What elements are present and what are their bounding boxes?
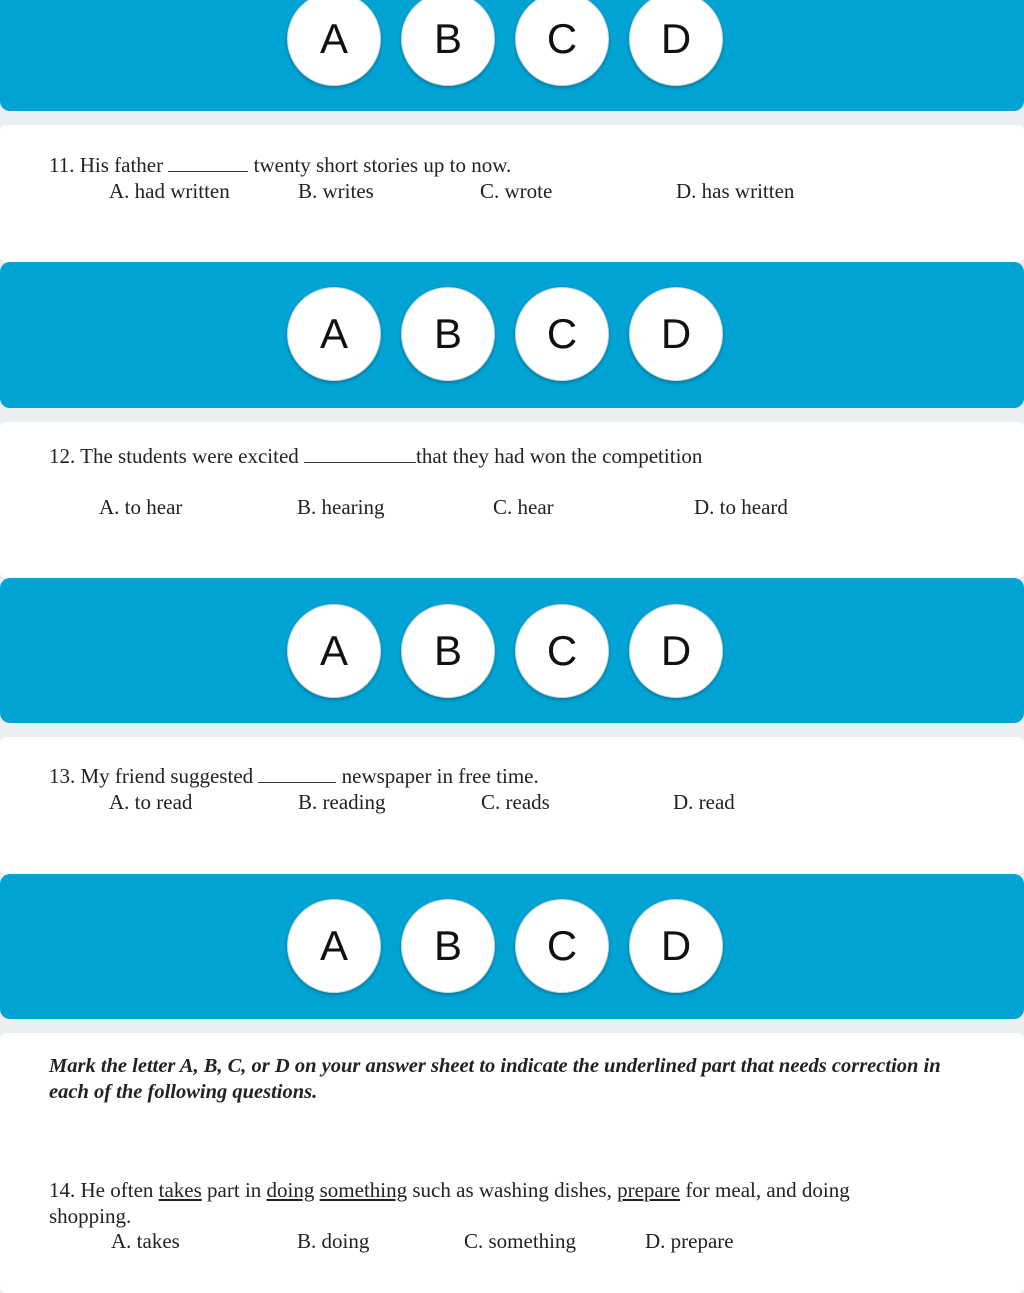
- choice-a-button[interactable]: A: [287, 287, 381, 381]
- answer-band-1: [0, 0, 1024, 111]
- question-12-text: 12. The students were excited that they had won the competition: [49, 444, 703, 468]
- option-c: C. something: [464, 1229, 577, 1253]
- option-b: B. writes: [298, 179, 374, 203]
- answer-blank: [304, 444, 416, 463]
- question-11-text: 11. His father twenty short stories up to now.: [49, 153, 512, 177]
- answer-band-3: [0, 578, 1024, 723]
- answer-band-4: [0, 874, 1024, 1019]
- option-d: D. has written: [676, 179, 795, 203]
- section-instruction: Mark the letter A, B, C, or D on your answer sheet to indicate the underlined part that needs correction in each of the following questions.: [49, 1055, 941, 1103]
- option-b: B. reading: [298, 790, 386, 814]
- choice-d-button[interactable]: D: [629, 604, 723, 698]
- choice-d-button[interactable]: D: [629, 899, 723, 993]
- option-c: C. hear: [493, 495, 554, 519]
- option-d: D. to heard: [694, 495, 788, 519]
- option-a: A. takes: [111, 1229, 180, 1253]
- underlined-part-c: something: [319, 1178, 408, 1202]
- answer-blank: [258, 764, 336, 783]
- choice-a-button[interactable]: A: [287, 0, 381, 86]
- option-a: A. to read: [109, 790, 193, 814]
- question-14-text: 14. He often takes part in doing something such as washing dishes, prepare for meal, and doing: [49, 1178, 850, 1202]
- choice-d-button[interactable]: D: [629, 0, 723, 86]
- option-d: D. read: [673, 790, 735, 814]
- choice-b-button[interactable]: B: [401, 899, 495, 993]
- choice-c-button[interactable]: C: [515, 287, 609, 381]
- option-a: A. to hear: [99, 495, 183, 519]
- underlined-part-a: takes: [158, 1178, 202, 1202]
- choice-b-button[interactable]: B: [401, 287, 495, 381]
- underlined-part-b: doing: [266, 1178, 315, 1202]
- answer-blank: [168, 153, 248, 172]
- option-d: D. prepare: [645, 1229, 734, 1253]
- option-c: C. reads: [481, 790, 550, 814]
- choice-a-button[interactable]: A: [287, 899, 381, 993]
- question-13-text: 13. My friend suggested newspaper in free time.: [49, 764, 539, 788]
- choice-d-button[interactable]: D: [629, 287, 723, 381]
- option-a: A. had written: [109, 179, 230, 203]
- option-b: B. doing: [297, 1229, 370, 1253]
- choice-c-button[interactable]: C: [515, 899, 609, 993]
- choice-b-button[interactable]: B: [401, 0, 495, 86]
- choice-a-button[interactable]: A: [287, 604, 381, 698]
- option-b: B. hearing: [297, 495, 385, 519]
- answer-band-2: [0, 262, 1024, 408]
- choice-b-button[interactable]: B: [401, 604, 495, 698]
- underlined-part-d: prepare: [617, 1178, 681, 1202]
- option-c: C. wrote: [480, 179, 553, 203]
- choice-c-button[interactable]: C: [515, 0, 609, 86]
- choice-c-button[interactable]: C: [515, 604, 609, 698]
- question-14-text-continued: shopping.: [49, 1204, 132, 1228]
